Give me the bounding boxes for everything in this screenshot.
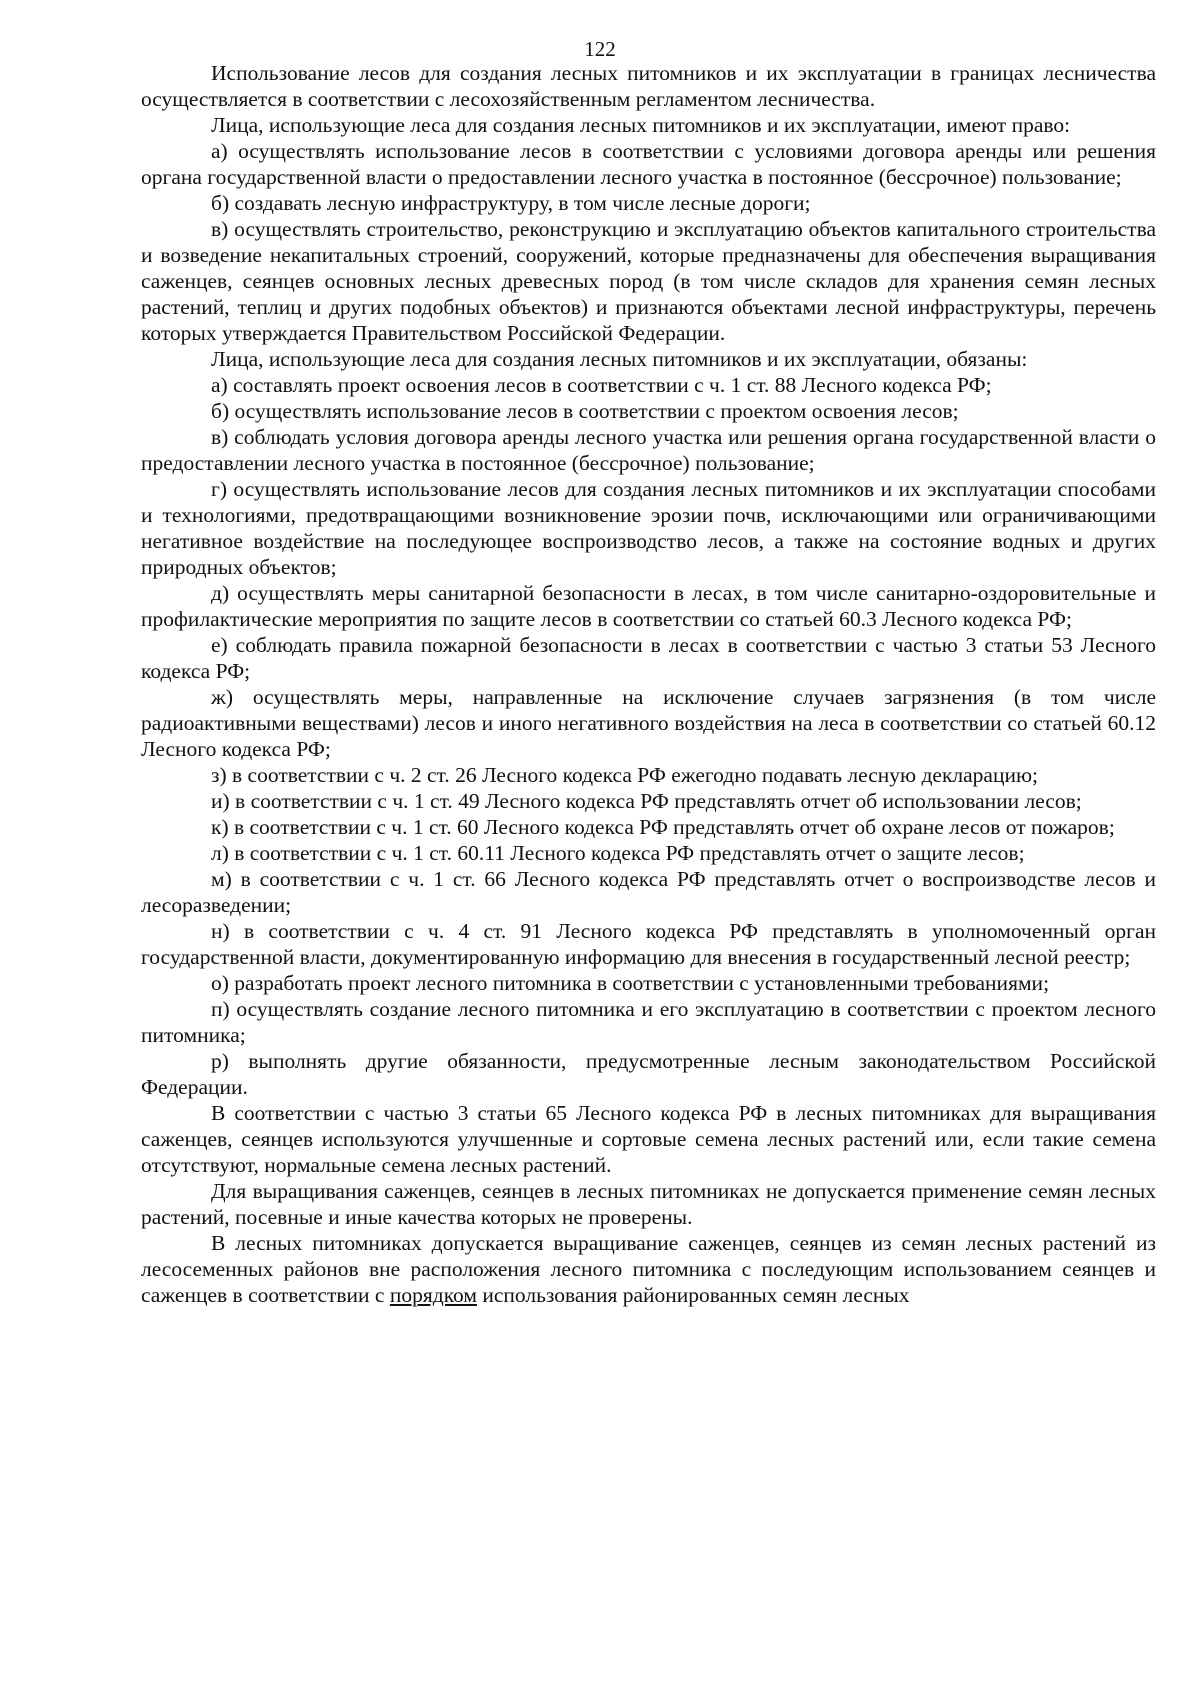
list-item-duty-o: о) разработать проект лесного питомника в соответствии с установленными требованиями; (211, 971, 1050, 995)
order-link[interactable]: порядком (389, 1283, 477, 1307)
list-item-duty-r: р) выполнять другие обязанности, предусмотренные лесным законодательством Российской Федерации. (141, 1049, 1156, 1099)
paragraph-seeds-regions-text-end: использования районированных семян лесных (477, 1283, 910, 1307)
list-item-duty-k: к) в соответствии с ч. 1 ст. 60 Лесного кодекса РФ представлять отчет об охране лесов от пожаров; (211, 815, 1115, 839)
list-item-duty-d: д) осуществлять меры санитарной безопасности в лесах, в том числе санитарно-оздоровительные и профилактические мероприятия по защите лесов в соответствии со статьей 60.3 Лесного кодекса РФ; (141, 581, 1156, 631)
list-item-duty-z: з) в соответствии с ч. 2 ст. 26 Лесного кодекса РФ ежегодно подавать лесную декларацию; (211, 763, 1039, 787)
paragraph-seeds-unverified: Для выращивания саженцев, сеянцев в лесных питомниках не допускается применение семян лесных растений, посевные и иные качества которых не проверены. (141, 1179, 1156, 1229)
list-item-duty-p: п) осуществлять создание лесного питомника и его эксплуатацию в соответствии с проектом лесного питомника; (141, 997, 1156, 1047)
paragraph-intro: Использование лесов для создания лесных питомников и их эксплуатации в границах лесничества осуществляется в соответствии с лесохозяйственным регламентом лесничества. (141, 61, 1156, 111)
list-item-duty-l: л) в соответствии с ч. 1 ст. 60.11 Лесного кодекса РФ представлять отчет о защите лесов; (211, 841, 1025, 865)
list-item-duty-g: г) осуществлять использование лесов для создания лесных питомников и их эксплуатации способами и технологиями, предотвращающими возникновение эрозии почв, исключающими или ограничивающими негативное воздействие на последующее воспроизводство лесов, а также на состояние водных и других природных объектов; (141, 477, 1156, 579)
list-item-duty-zh: ж) осуществлять меры, направленные на исключение случаев загрязнения (в том числе радиоактивными веществами) лесов и иного негативного воздействия на леса в соответствии со статьей 60.12 Лесного кодекса РФ; (141, 685, 1156, 761)
page-number: 122 (584, 37, 616, 61)
list-item-duty-a: а) составлять проект освоения лесов в соответствии с ч. 1 ст. 88 Лесного кодекса РФ; (211, 373, 992, 397)
list-item-right-v: в) осуществлять строительство, реконструкцию и эксплуатацию объектов капитального строительства и возведение некапитальных строений, сооружений, которые предназначены для обеспечения выращивания саженцев, сеянцев основных лесных древесных пород (в том числе складов для хранения семян лесных растений, теплиц и других подобных объектов) и признаются объектами лесной инфраструктуры, перечень которых утверждается Правительством Российской Федерации. (141, 217, 1156, 345)
paragraph-seeds-regions (141, 1230, 1156, 1308)
paragraph-seeds-regions-text-start: В лесных питомниках допускается выращивание саженцев, сеянцев из семян лесных растений из лесосеменных районов вне расположения лесного питомника с последующим использованием сеянцев и саженцев в соответствии с (141, 1231, 1156, 1307)
document-body (141, 60, 1156, 1308)
list-item-duty-n: н) в соответствии с ч. 4 ст. 91 Лесного кодекса РФ представлять в уполномоченный орган государственной власти, документированную информацию для внесения в государственный лесной реестр; (141, 919, 1156, 969)
list-item-right-a: а) осуществлять использование лесов в соответствии с условиями договора аренды или решения органа государственной власти о предоставлении лесного участка в постоянное (бессрочное) пользование; (141, 139, 1156, 189)
paragraph-rights-heading: Лица, использующие леса для создания лесных питомников и их эксплуатации, имеют право: (211, 113, 1071, 137)
list-item-duty-e: е) соблюдать правила пожарной безопасности в лесах в соответствии с частью 3 статьи 53 Лесного кодекса РФ; (141, 633, 1156, 683)
list-item-right-b: б) создавать лесную инфраструктуру, в том числе лесные дороги; (211, 191, 811, 215)
paragraph-seeds-quality: В соответствии с частью 3 статьи 65 Лесного кодекса РФ в лесных питомниках для выращивания саженцев, сеянцев используются улучшенные и сортовые семена лесных растений или, если такие семена отсутствуют, нормальные семена лесных растений. (141, 1101, 1156, 1177)
paragraph-duties-heading: Лица, использующие леса для создания лесных питомников и их эксплуатации, обязаны: (211, 347, 1028, 371)
list-item-duty-v: в) соблюдать условия договора аренды лесного участка или решения органа государственной власти о предоставлении лесного участка в постоянное (бессрочное) пользование; (141, 425, 1156, 475)
list-item-duty-b: б) осуществлять использование лесов в соответствии с проектом освоения лесов; (211, 399, 959, 423)
list-item-duty-i: и) в соответствии с ч. 1 ст. 49 Лесного кодекса РФ представлять отчет об использовании лесов; (211, 789, 1082, 813)
list-item-duty-m: м) в соответствии с ч. 1 ст. 66 Лесного кодекса РФ представлять отчет о воспроизводстве лесов и лесоразведении; (141, 867, 1156, 917)
